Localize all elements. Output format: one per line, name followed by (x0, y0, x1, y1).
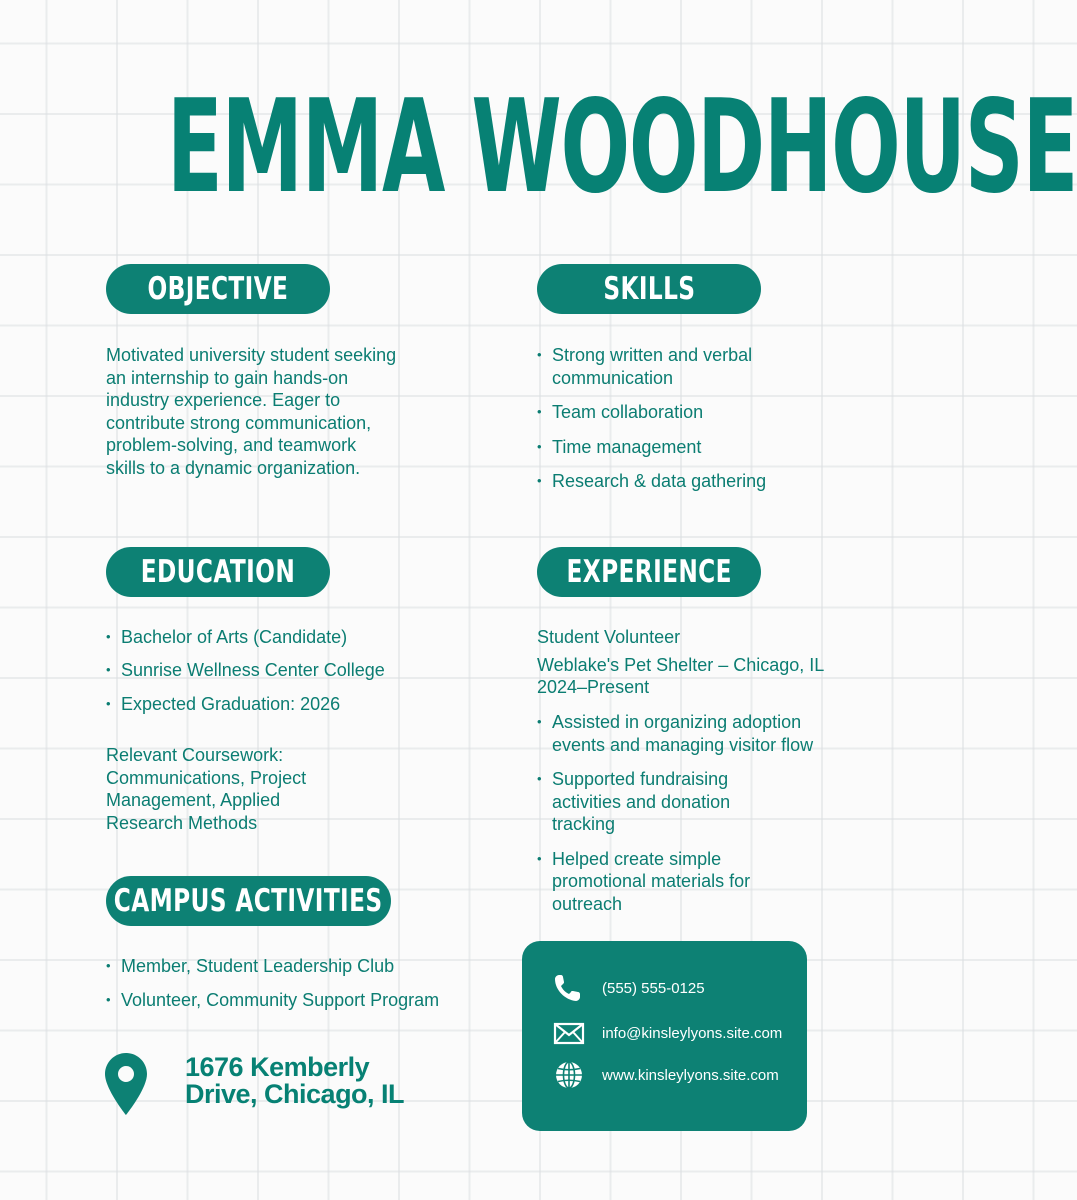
skills-heading (537, 264, 761, 314)
contact-phone-row (552, 973, 705, 1003)
education-heading (106, 547, 330, 597)
coursework-text: Relevant Coursework: Communications, Project Management, Applied Research Methods (106, 745, 307, 833)
globe-icon (552, 1060, 586, 1090)
phone-icon (552, 973, 586, 1003)
experience-item: • Assisted in organizing adoption events and managing visitor flow (537, 711, 832, 756)
mail-icon (552, 1018, 586, 1048)
contact-website-row (552, 1060, 779, 1090)
contact-email-row (552, 1018, 782, 1048)
skills-item: • Time management (537, 436, 797, 459)
education-item: • Bachelor of Arts (Candidate) (106, 626, 426, 649)
experience-dates: 2024–Present (537, 677, 650, 697)
education-list (106, 626, 426, 716)
contact-phone[interactable]: (555) 555-0125 (602, 979, 705, 997)
skills-item: • Strong written and verbal communication (537, 344, 797, 389)
address-text: 1676 Kemberly Drive, Chicago, IL (185, 1052, 405, 1109)
objective-heading-label: OBJECTIVE (147, 271, 289, 307)
campus-activities-list (106, 955, 486, 1011)
education-item: • Expected Graduation: 2026 (106, 693, 426, 716)
education-heading-label: EDUCATION (140, 554, 296, 590)
objective-text: Motivated university student seeking an internship to gain hands-on industry experience. Eager to contribute strong communication, problem-solving, and teamwork skills to a dynamic organization. (106, 345, 397, 478)
campus-activities-item: • Volunteer, Community Support Program (106, 989, 486, 1012)
skills-list (537, 344, 797, 493)
experience-role: Student Volunteer (537, 627, 681, 647)
location-pin-icon (105, 1053, 147, 1115)
experience-organization: Weblake's Pet Shelter – Chicago, IL (537, 655, 825, 675)
education-item: • Sunrise Wellness Center College (106, 659, 426, 682)
resume-name: EMMA WOODHOUSE (166, 73, 1077, 222)
experience-item: • Helped create simple promotional materials for outreach (537, 848, 832, 916)
skills-item: • Team collaboration (537, 401, 797, 424)
skills-heading-label: SKILLS (602, 271, 696, 307)
campus-activities-item: • Member, Student Leadership Club (106, 955, 486, 978)
contact-website[interactable]: www.kinsleylyons.site.com (602, 1066, 779, 1084)
experience-heading (537, 547, 761, 597)
experience-heading-label: EXPERIENCE (566, 554, 732, 590)
campus-activities-heading (106, 876, 391, 926)
experience-list (537, 711, 832, 915)
campus-activities-heading-label: CAMPUS ACTIVITIES (114, 883, 383, 919)
objective-heading (106, 264, 330, 314)
experience-item: • Supported fundraising activities and donation tracking (537, 768, 832, 836)
contact-card (522, 941, 807, 1131)
skills-item: • Research & data gathering (537, 470, 797, 493)
contact-email[interactable]: info@kinsleylyons.site.com (602, 1024, 783, 1042)
